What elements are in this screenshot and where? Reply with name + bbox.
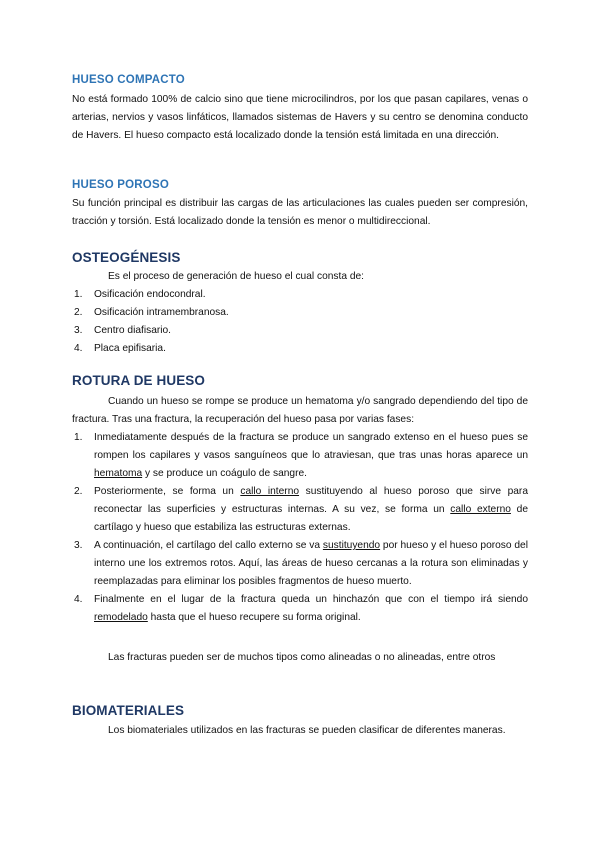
paragraph-osteogenesis-intro: Es el proceso de generación de hueso el cual consta de:	[108, 271, 364, 282]
paragraph-rotura-closing: Las fracturas pueden ser de muchos tipos como alineadas o no alineadas, entre otros	[108, 652, 496, 663]
list-item-text: y se produce un coágulo de sangre.	[142, 468, 307, 479]
list-fases-recuperacion	[72, 429, 528, 627]
list-item-text: de cartílago y hueso que estabiliza las estructuras externas.	[94, 504, 528, 533]
heading-biomateriales: BIOMATERIALES	[72, 703, 185, 718]
list-item	[72, 537, 528, 591]
heading-rotura-de-hueso: ROTURA DE HUESO	[72, 373, 206, 388]
list-item-number: 2.	[74, 486, 83, 497]
paragraph-biomateriales: Los biomateriales utilizados en las fracturas se pueden clasificar de diferentes maneras.	[108, 725, 506, 736]
list-item	[72, 340, 528, 358]
list-item-text: Osificación endocondral.	[94, 289, 206, 300]
list-osteogenesis	[72, 286, 528, 358]
heading-osteogenesis: OSTEOGÉNESIS	[72, 250, 181, 265]
term-callo-interno: callo interno	[240, 486, 300, 497]
term-callo-externo: callo externo	[450, 504, 511, 515]
list-item	[72, 591, 528, 627]
heading-hueso-poroso: HUESO POROSO	[72, 179, 169, 191]
list-item-number: 4.	[74, 343, 83, 354]
list-item	[72, 483, 528, 537]
list-item-text: Inmediatamente después de la fractura se produce un sangrado extenso en el hueso pues se rompen los capilares y vasos sanguíneos que lo atraviesan, que tras unas horas aparece un	[94, 432, 528, 461]
list-item-text: Centro diafisario.	[94, 325, 172, 336]
paragraph-hueso-poroso: Su función principal es distribuir las cargas de las articulaciones las cuales pueden ser compresión, tracción y torsión. Está localizado donde la tensión es menor o multidireccional.	[72, 198, 528, 227]
paragraph-rotura-intro: Cuando un hueso se rompe se produce un hematoma y/o sangrado dependiendo del tipo de fractura. Tras una fractura, la recuperación del hueso pasa por varias fases:	[72, 396, 528, 425]
list-item-text: Finalmente en el lugar de la fractura queda un hinchazón que con el tiempo irá siendo	[94, 594, 528, 605]
list-item-text: sustituyendo al hueso poroso que sirve para reconectar las superficies y estructuras internas. A su vez, se forma un	[94, 486, 528, 515]
list-item	[72, 304, 528, 322]
list-item	[72, 322, 528, 340]
heading-hueso-compacto: HUESO COMPACTO	[72, 74, 185, 86]
list-item-text: Placa epifisaria.	[94, 343, 166, 354]
list-item-text: Posteriormente, se forma un	[94, 486, 241, 497]
list-item-number: 3.	[74, 540, 83, 551]
list-item-number: 4.	[74, 594, 83, 605]
term-remodelado: remodelado	[94, 612, 148, 623]
list-item-text: por hueso y el hueso poroso del interno une los extremos rotos. Aquí, las áreas de hueso cercanas a la rotura son eliminadas y reemplazadas para eliminar los posibles fragmentos de hueso muerto.	[94, 540, 528, 587]
list-item-text: Osificación intramembranosa.	[94, 307, 229, 318]
list-item-number: 1.	[74, 289, 83, 300]
list-item	[72, 429, 528, 483]
term-hematoma: hematoma	[94, 468, 143, 479]
list-item	[72, 286, 528, 304]
list-item-number: 3.	[74, 325, 83, 336]
list-item-number: 1.	[74, 432, 83, 443]
paragraph-hueso-compacto: No está formado 100% de calcio sino que tiene microcilindros, por los que pasan capilares, venas o arterias, nervios y vasos linfáticos, llamados sistemas de Havers y su centro se denomina conducto de Havers. El hueso compacto está localizado donde la tensión está limitada en una dirección.	[72, 94, 528, 141]
term-sustituyendo: sustituyendo	[322, 540, 381, 551]
list-item-text: hasta que el hueso recupere su forma original.	[147, 612, 361, 623]
list-item-number: 2.	[74, 307, 83, 318]
list-item-text: A continuación, el cartílago del callo externo se va	[94, 540, 323, 551]
